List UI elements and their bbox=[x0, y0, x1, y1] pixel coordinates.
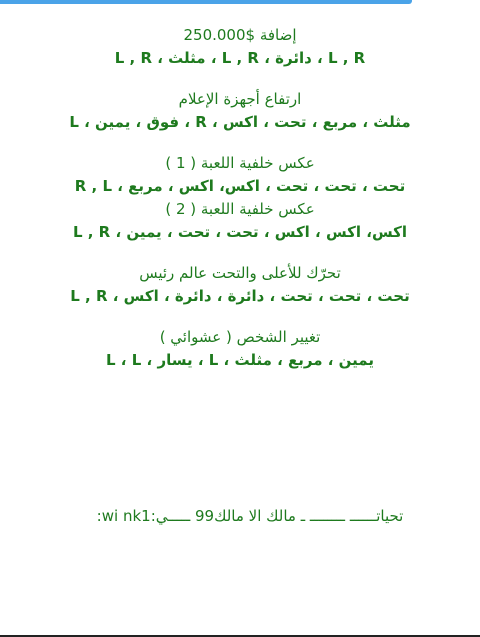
cheat-codes-document bbox=[20, 24, 460, 390]
code-combo: اكس، اكس ، اكس ، تحت ، تحت ، يمين ، L , R bbox=[72, 223, 408, 241]
code-combo: L ، L ، يسار ، L ، يمين ، مربع ، مثلث bbox=[106, 351, 374, 369]
code-title: تحرّك للأعلى والتحت عالم رئيس bbox=[139, 264, 341, 282]
code-combo: L , R ، مثلث ، L , R ، دائرة ، L , R bbox=[114, 49, 366, 67]
code-title: عكس خلفية اللعبة ( 1 ) bbox=[165, 154, 315, 172]
code-combo: L ، فوق ، يمين ، R ، مثلث ، مربع ، تحت ، اكس bbox=[69, 113, 411, 131]
code-title: إضافة $250.000 bbox=[183, 26, 297, 44]
code-section-move-up-down bbox=[20, 262, 460, 308]
code-section-flip-background-1 bbox=[20, 152, 460, 198]
code-section-flip-background-2 bbox=[20, 198, 460, 244]
code-combo: تحت ، تحت ، تحت ، دائرة ، دائرة ، اكس ، L , R bbox=[70, 287, 410, 305]
code-section-money bbox=[20, 24, 460, 70]
signature-footer: تحياتــــــ ــــــــ ـ مالك الا مالك99 ـــــي:wi nk1: bbox=[96, 507, 404, 525]
code-section-change-character bbox=[20, 326, 460, 372]
top-accent-bar bbox=[0, 0, 412, 4]
code-title: عكس خلفية اللعبة ( 2 ) bbox=[165, 200, 315, 218]
code-combo: تحت ، تحت ، تحت ، اكس، اكس ، مربع ، R , L bbox=[74, 177, 406, 195]
code-section-media-level bbox=[20, 88, 460, 134]
code-title: تغيير الشخص ( عشوائي ) bbox=[159, 328, 321, 346]
code-title: ارتفاع أجهزة الإعلام bbox=[178, 90, 302, 108]
